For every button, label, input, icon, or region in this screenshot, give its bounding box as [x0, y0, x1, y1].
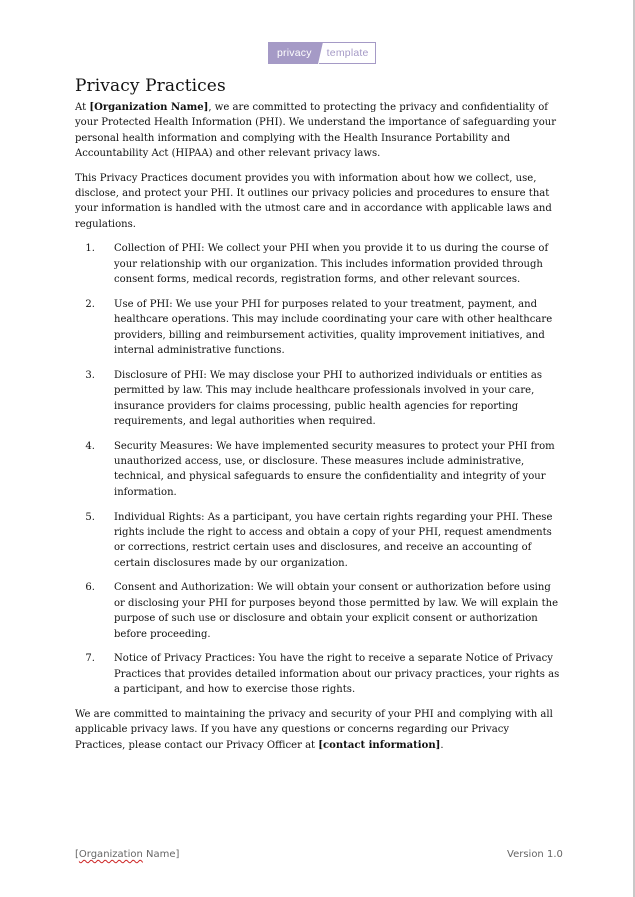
list-item-number: 7.: [85, 653, 95, 665]
closing-paragraph: [75, 707, 562, 753]
footer-org-word: Organization: [78, 849, 143, 860]
list-item-text: Security Measures: We have implemented security measures to protect your PHI from unauthorized access, use, or disclosure. These measures include administrative, technical, and physical safeguards to ensure the confidentiality and integrity of your information.: [114, 440, 555, 498]
footer-organization-name: [75, 849, 179, 860]
list-item-number: 4.: [85, 440, 95, 452]
list-item-text: Collection of PHI: We collect your PHI when you provide it to us during the course of your relationship with our organization. This includes information provided through consent forms, medical records, registration forms, and other relevant sources.: [114, 243, 549, 286]
list-item-text: Disclosure of PHI: We may disclose your PHI to authorized individuals or entities as permitted by law. This may include healthcare professionals involved in your care, insurance providers for claims processing, public health agencies for reporting requirements, and legal authorities when required.: [114, 369, 543, 427]
intro-paragraph: [75, 100, 562, 162]
list-item: [76, 297, 562, 359]
overview-paragraph: This Privacy Practices document provides you with information about how we collect, use, disclose, and protect your PHI. It outlines our privacy policies and procedures to ensure that your information is handled with the utmost care and in accordance with applicable laws and regulations.: [75, 172, 552, 230]
list-item-text: Consent and Authorization: We will obtain your consent or authorization before using or disclosing your PHI for purposes beyond those permitted by law. We will explain the purpose of such use or disclosure and obtain your explicit consent or authorization before proceeding.: [114, 582, 559, 640]
intro-prefix: At: [75, 102, 90, 113]
contact-placeholder: [contact information]: [318, 739, 441, 751]
list-item-text: Individual Rights: As a participant, you have certain rights regarding your PHI. These rights include the right to access and obtain a copy of your PHI, request amendments or corrections, restrict certain uses and disclosures, and receive an accounting of certain disclosures made by our organization.: [114, 511, 553, 569]
list-item-text: Notice of Privacy Practices: You have the right to receive a separate Notice of Privacy Practices that provides detailed information about our privacy practices, your rights as a participant, and how to exercise those rights.: [114, 653, 560, 696]
page-title: Privacy Practices: [75, 76, 226, 96]
footer-org-rest: Name]: [142, 849, 180, 860]
list-item: [76, 510, 562, 572]
list-item-number: 3.: [85, 369, 95, 381]
list-item: [76, 439, 562, 501]
list-item-number: 6.: [85, 582, 95, 594]
logo-privacy-text: privacy: [268, 42, 318, 64]
privacy-template-logo: [268, 42, 376, 64]
list-item: [76, 368, 562, 430]
closing-text: We are committed to maintaining the privacy and security of your PHI and complying with all applicable privacy laws. If you have any questions or concerns regarding our Privacy Practices, please contact our Privacy Officer at: [75, 708, 553, 751]
closing-end: .: [440, 739, 444, 751]
intro-text: , we are committed to protecting the privacy and confidentiality of your Protected Health Information (PHI). We understand the importance of safeguarding your personal health information and complying with the Health Insurance Portability and Accountability Act (HIPAA) and other relevant privacy laws.: [75, 102, 557, 160]
list-item: [76, 651, 562, 697]
list-item: [76, 580, 562, 642]
document-body: [75, 100, 562, 762]
logo-template-text: template: [319, 42, 376, 64]
list-item: [76, 241, 562, 287]
list-item-number: 5.: [85, 511, 95, 523]
organization-placeholder: [Organization Name]: [89, 102, 209, 113]
footer-version: Version 1.0: [507, 849, 563, 860]
list-item-text: Use of PHI: We use your PHI for purposes related to your treatment, payment, and healthcare operations. This may include coordinating your care with other healthcare providers, billing and reimbursement activities, quality improvement initiatives, and internal administrative functions.: [114, 298, 553, 356]
practices-list: [75, 241, 562, 697]
list-item-number: 1.: [85, 243, 95, 255]
list-item-number: 2.: [85, 298, 95, 310]
footer-bracket-open: [: [75, 849, 79, 860]
